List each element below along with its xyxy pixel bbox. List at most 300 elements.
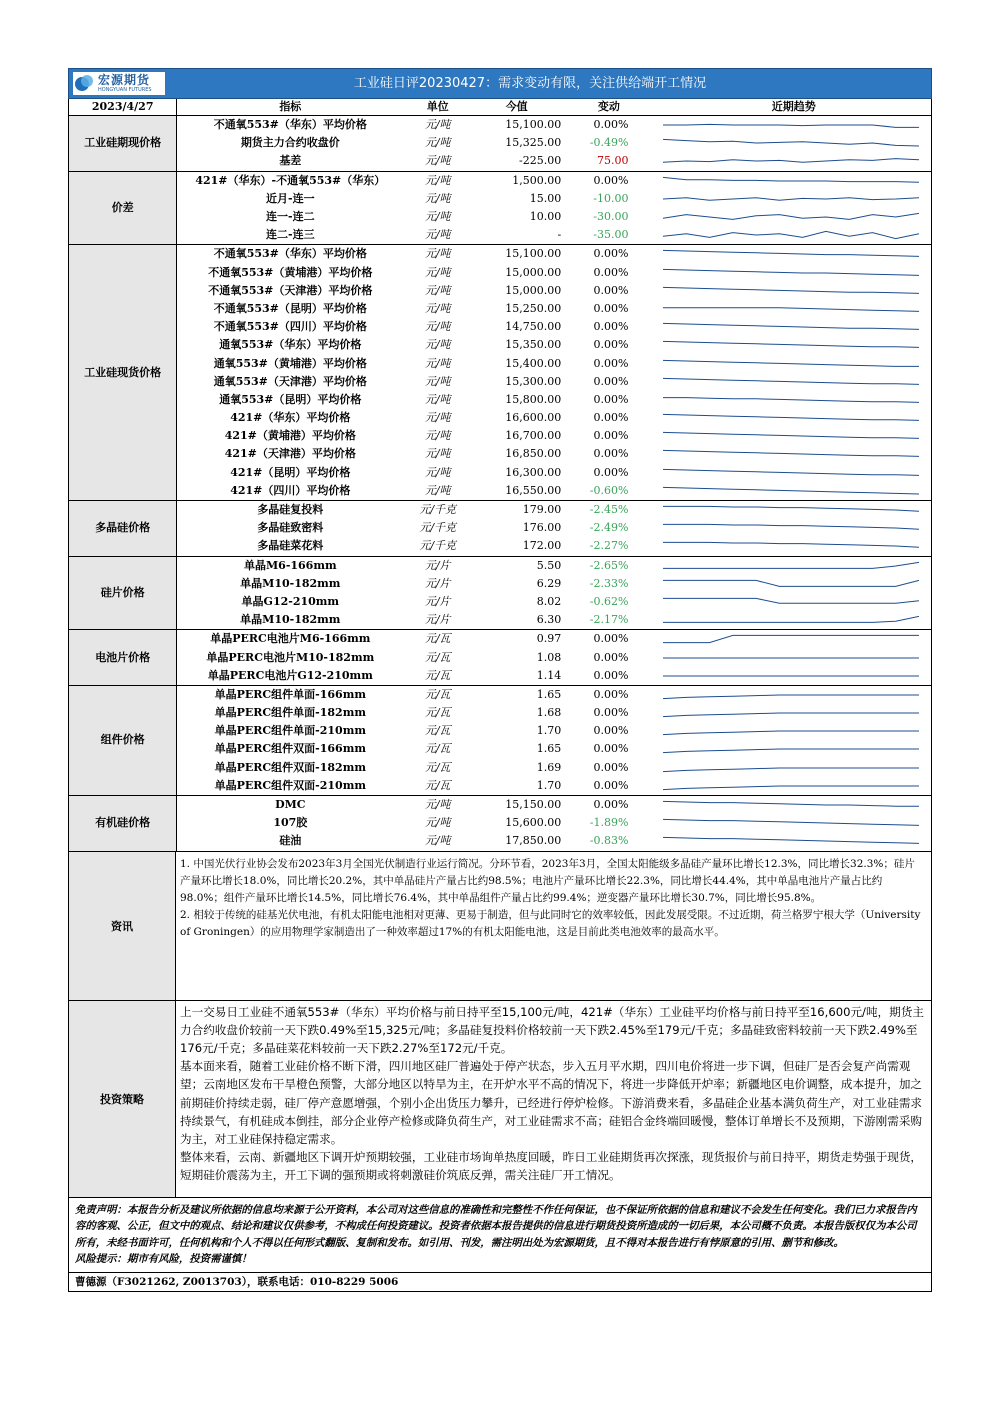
- indicator-name: 单晶PERC电池片M6-166mm: [177, 630, 403, 649]
- trend-cell: [656, 704, 931, 722]
- indicator-name: 单晶PERC电池片M10-182mm: [177, 648, 403, 666]
- logo-cn-text: 宏源期货: [98, 73, 151, 87]
- trend-cell: [656, 336, 931, 354]
- value-cell: 15,350.00: [505, 338, 562, 352]
- trend-sparkline: [662, 192, 920, 206]
- value-cell: 1.69: [536, 760, 562, 774]
- trend-cell: [656, 722, 931, 740]
- trend-cell: [656, 190, 931, 208]
- unit-cell: 元/吨: [424, 247, 451, 261]
- trend-sparkline: [662, 429, 920, 443]
- trend-sparkline: [662, 484, 920, 498]
- value-cell: 15.00: [529, 191, 562, 205]
- value-cell: 1.14: [472, 667, 561, 686]
- trend-sparkline: [662, 228, 920, 242]
- trend-cell: [656, 134, 931, 152]
- trend-line: [663, 801, 919, 806]
- change-cell: 0.00%: [561, 667, 656, 686]
- table-row: [69, 300, 932, 318]
- trend-cell: [656, 685, 931, 704]
- unit-cell: 元/吨: [424, 374, 451, 388]
- strategy-body: [176, 1001, 931, 1197]
- trend-cell: [656, 832, 931, 851]
- category-cell: 电池片价格: [69, 630, 177, 686]
- change-cell: -35.00: [561, 226, 656, 245]
- trend-cell: [656, 667, 931, 686]
- change-cell: 0.00%: [593, 687, 629, 701]
- value-cell: 1,500.00: [512, 173, 562, 187]
- trend-sparkline: [662, 595, 920, 609]
- trend-cell: [656, 373, 931, 391]
- table-row: [69, 519, 932, 537]
- unit-cell: 元/吨: [403, 482, 472, 501]
- trend-line: [663, 598, 919, 603]
- value-cell: 176.00: [522, 521, 562, 535]
- value-cell: 16,300.00: [505, 465, 562, 479]
- trend-sparkline: [662, 466, 920, 480]
- strategy-label: 投资策略: [69, 1001, 176, 1197]
- value-cell: 1.08: [536, 650, 562, 664]
- trend-line: [663, 768, 919, 772]
- category-cell: 价差: [69, 171, 177, 245]
- change-cell: 0.00%: [593, 465, 629, 479]
- trend-line: [663, 159, 919, 163]
- change-cell: -0.60%: [561, 482, 656, 501]
- trend-sparkline: [662, 118, 920, 132]
- value-cell: 1.70: [536, 724, 562, 738]
- value-cell: 1.68: [536, 706, 562, 720]
- unit-cell: 元/吨: [424, 816, 451, 830]
- value-cell: 16,850.00: [505, 447, 562, 461]
- unit-cell: 元/瓦: [424, 760, 451, 774]
- unit-cell: 元/片: [424, 594, 451, 608]
- unit-cell: 元/吨: [424, 265, 451, 279]
- trend-sparkline: [662, 816, 920, 830]
- value-cell: 6.30: [472, 611, 561, 630]
- trend-line: [663, 433, 919, 439]
- value-cell: 16,550.00: [472, 482, 561, 501]
- change-cell: -10.00: [593, 191, 629, 205]
- change-cell: 0.00%: [561, 777, 656, 796]
- change-cell: -2.33%: [589, 576, 629, 590]
- report-sheet: [68, 68, 932, 1292]
- value-cell: 172.00: [472, 537, 561, 556]
- trend-sparkline: [662, 284, 920, 298]
- value-cell: 8.02: [536, 594, 562, 608]
- unit-cell: 元/吨: [424, 465, 451, 479]
- trend-sparkline: [662, 559, 920, 573]
- indicator-name: 近月-连一: [177, 190, 403, 208]
- table-row: [69, 685, 932, 704]
- trend-sparkline: [662, 651, 920, 665]
- strategy-section: [68, 1001, 932, 1198]
- indicator-name: 421#（四川）平均价格: [177, 482, 403, 501]
- trend-cell: [656, 171, 931, 190]
- report-title: 工业硅日评20230427：需求变动有限，关注供给端开工情况: [353, 76, 707, 91]
- trend-line: [663, 580, 919, 586]
- col-value: 今值: [472, 99, 561, 116]
- trend-cell: [656, 814, 931, 832]
- change-cell: 0.00%: [593, 632, 629, 646]
- table-row: [69, 722, 932, 740]
- trend-cell: [656, 482, 931, 501]
- unit-cell: 元/吨: [424, 173, 451, 187]
- trend-cell: [656, 740, 931, 758]
- strategy-paragraph-2: 基本面来看，随着工业硅价格不断下滑，四川地区硅厂普遍处于停产状态，步入五月平水期，四川电价将进一步下调，但硅厂是否会复产尚需观望；云南地区发布干旱橙色预警，大部分地区以特旱为主，在开炉水平不高的情况下，将进一步降低开炉率；新疆地区电价调整，成本提升，加之前期硅价持续走弱，硅厂停产意愿增强，个别小企出货压力攀升，已经进行停炉检修。下游消费来看，多晶硅企业基本满负荷生产，对工业硅需求持续景气，有机硅成本倒挂，部分企业停产检修或降负荷生产，对工业硅需求不高；硅铝合金终端回暖慢，整体订单增长不及预期，下游刚需采购为主，对工业硅保持稳定需求。: [180, 1059, 923, 1146]
- value-cell: 15,100.00: [505, 118, 562, 132]
- table-row: [69, 759, 932, 777]
- trend-sparkline: [662, 320, 920, 334]
- trend-line: [663, 232, 919, 239]
- trend-cell: [656, 777, 931, 796]
- value-cell: 17,850.00: [472, 832, 561, 851]
- trend-sparkline: [662, 247, 920, 261]
- change-cell: 0.00%: [593, 320, 629, 334]
- unit-cell: 元/吨: [424, 320, 451, 334]
- trend-line: [663, 713, 919, 717]
- trend-line: [663, 838, 919, 844]
- table-row: [69, 318, 932, 336]
- value-cell: -: [472, 226, 561, 245]
- disclaimer: [68, 1198, 932, 1273]
- table-row: [69, 795, 932, 814]
- indicator-name: 不通氧553#（四川）平均价格: [177, 318, 403, 336]
- category-cell: 组件价格: [69, 685, 177, 795]
- indicator-name: 通氧553#（昆明）平均价格: [177, 391, 403, 409]
- trend-sparkline: [662, 375, 920, 389]
- value-cell: 15,150.00: [505, 798, 562, 812]
- table-row: [69, 391, 932, 409]
- trend-sparkline: [662, 669, 920, 683]
- category-cell: 工业硅期现价格: [69, 116, 177, 172]
- change-cell: 0.00%: [593, 411, 629, 425]
- indicator-name: 多晶硅菜花料: [177, 537, 403, 556]
- table-row: [69, 482, 932, 501]
- trend-cell: [656, 409, 931, 427]
- change-cell: -2.49%: [589, 521, 629, 535]
- change-cell: -1.89%: [589, 816, 629, 830]
- trend-line: [663, 124, 919, 127]
- change-cell: -2.27%: [561, 537, 656, 556]
- indicator-name: 单晶M10-182mm: [177, 611, 403, 630]
- indicator-name: 通氧553#（华东）平均价格: [177, 336, 403, 354]
- trend-line: [663, 198, 919, 200]
- indicator-name: 连二-连三: [177, 226, 403, 245]
- value-cell: 15,100.00: [505, 247, 562, 261]
- trend-cell: [656, 427, 931, 445]
- col-trend: 近期趋势: [656, 99, 931, 116]
- trend-sparkline: [662, 779, 920, 793]
- unit-cell: 元/片: [403, 611, 472, 630]
- trend-sparkline: [662, 266, 920, 280]
- change-cell: 0.00%: [593, 760, 629, 774]
- table-row: [69, 282, 932, 300]
- trend-line: [663, 308, 919, 312]
- change-cell: -0.49%: [589, 136, 629, 150]
- category-cell: 有机硅价格: [69, 795, 177, 851]
- change-cell: 75.00: [561, 152, 656, 171]
- table-row: [69, 427, 932, 445]
- strategy-paragraph-3: 整体来看，云南、新疆地区下调开炉预期较强，工业硅市场询单热度回暖，昨日工业硅期货再次探涨，现货报价与前日持平，期货走势强于现货，短期硅价震荡为主，开工下调的强预期或将刺激硅价筑底反弹，需关注硅厂开工情况。: [180, 1150, 923, 1183]
- value-cell: 6.29: [536, 576, 562, 590]
- trend-sparkline: [662, 688, 920, 702]
- trend-cell: [656, 264, 931, 282]
- indicator-name: 通氧553#（天津港）平均价格: [177, 373, 403, 391]
- trend-cell: [656, 152, 931, 171]
- trend-line: [663, 525, 919, 530]
- trend-line: [663, 251, 919, 257]
- change-cell: 0.00%: [593, 724, 629, 738]
- change-cell: 0.00%: [593, 247, 629, 261]
- trend-cell: [656, 519, 931, 537]
- unit-cell: 元/吨: [424, 356, 451, 370]
- trend-sparkline: [662, 706, 920, 720]
- change-cell: 0.00%: [593, 742, 629, 756]
- value-cell: 16,700.00: [505, 429, 562, 443]
- unit-cell: 元/片: [424, 576, 451, 590]
- col-unit: 单位: [403, 99, 472, 116]
- unit-cell: 元/瓦: [424, 706, 451, 720]
- trend-line: [663, 378, 919, 384]
- indicator-name: 单晶PERC组件双面-182mm: [177, 759, 403, 777]
- indicator-name: 不通氧553#（天津港）平均价格: [177, 282, 403, 300]
- value-cell: 15,000.00: [505, 265, 562, 279]
- trend-cell: [656, 648, 931, 666]
- value-cell: 179.00: [522, 503, 562, 517]
- value-cell: 10.00: [529, 210, 562, 224]
- trend-cell: [656, 226, 931, 245]
- risk-warning: 风险提示：期市有风险，投资需谨慎！: [75, 1253, 252, 1265]
- unit-cell: 元/瓦: [424, 632, 451, 646]
- trend-line: [663, 731, 919, 735]
- change-cell: -2.45%: [589, 503, 629, 517]
- table-row: [69, 593, 932, 611]
- company-logo: [73, 72, 165, 95]
- indicator-name: 单晶M6-166mm: [177, 556, 403, 575]
- price-table-body: [69, 116, 932, 852]
- info-section: [68, 852, 932, 1001]
- table-row: [69, 171, 932, 190]
- trend-sparkline: [662, 154, 920, 168]
- trend-cell: [656, 500, 931, 519]
- trend-cell: [656, 282, 931, 300]
- unit-cell: 元/吨: [424, 447, 451, 461]
- indicator-name: 单晶PERC电池片G12-210mm: [177, 667, 403, 686]
- trend-line: [663, 451, 919, 457]
- trend-sparkline: [662, 742, 920, 756]
- change-cell: -2.65%: [589, 558, 629, 572]
- trend-cell: [656, 537, 931, 556]
- change-cell: 0.00%: [593, 374, 629, 388]
- trend-line: [663, 398, 919, 403]
- indicator-name: 硅油: [177, 832, 403, 851]
- trend-cell: [656, 391, 931, 409]
- unit-cell: 元/吨: [424, 118, 451, 132]
- trend-cell: [656, 611, 931, 630]
- trend-sparkline: [662, 302, 920, 316]
- trend-sparkline: [662, 724, 920, 738]
- table-row: [69, 264, 932, 282]
- table-row: [69, 354, 932, 372]
- indicator-name: 多晶硅致密料: [177, 519, 403, 537]
- trend-cell: [656, 464, 931, 482]
- table-row: [69, 208, 932, 226]
- unit-cell: 元/瓦: [424, 687, 451, 701]
- indicator-name: 单晶PERC组件单面-182mm: [177, 704, 403, 722]
- table-row: [69, 575, 932, 593]
- logo-en-text: HONGYUAN FUTURES: [98, 87, 152, 93]
- table-row: [69, 226, 932, 245]
- value-cell: 15,325.00: [505, 136, 562, 150]
- trend-sparkline: [662, 136, 920, 150]
- value-cell: 15,300.00: [505, 374, 562, 388]
- change-cell: 0.00%: [593, 798, 629, 812]
- trend-cell: [656, 116, 931, 135]
- change-cell: 0.00%: [593, 650, 629, 664]
- trend-sparkline: [662, 539, 920, 553]
- trend-sparkline: [662, 411, 920, 425]
- trend-sparkline: [662, 521, 920, 535]
- indicator-name: 421#（黄埔港）平均价格: [177, 427, 403, 445]
- value-cell: -225.00: [472, 152, 561, 171]
- unit-cell: 元/瓦: [403, 667, 472, 686]
- table-row: [69, 611, 932, 630]
- change-cell: 0.00%: [593, 447, 629, 461]
- table-row: [69, 740, 932, 758]
- table-row: [69, 116, 932, 135]
- indicator-name: 不通氧553#（华东）平均价格: [177, 116, 403, 135]
- trend-sparkline: [662, 761, 920, 775]
- change-cell: 0.00%: [593, 283, 629, 297]
- value-cell: 15,600.00: [505, 816, 562, 830]
- table-row: [69, 777, 932, 796]
- trend-sparkline: [662, 798, 920, 812]
- value-cell: 5.50: [536, 558, 562, 572]
- table-row: [69, 556, 932, 575]
- table-row: [69, 814, 932, 832]
- unit-cell: 元/吨: [424, 301, 451, 315]
- col-change: 变动: [561, 99, 656, 116]
- price-table: [68, 99, 932, 852]
- change-cell: 0.00%: [593, 118, 629, 132]
- indicator-name: 不通氧553#（华东）平均价格: [177, 245, 403, 264]
- table-row: [69, 373, 932, 391]
- disclaimer-text: 免责声明：本报告分析及建议所依据的信息均来源于公开资料，本公司对这些信息的准确性和完整性不作任何保证，也不保证所依据的信息和建议不会发生任何变化。我们已力求报告内容的客观、公正，但文中的观点、结论和建议仅供参考，不构成任何投资建议。投资者依据本报告提供的信息进行期货投资所造成的一切后果，本公司概不负责。本报告版权仅为本公司所有，未经书面许可，任何机构和个人不得以任何形式翻版、复制和发布。如引用、刊发，需注明出处为宏源期货，且不得对本报告进行有悖原意的引用、删节和修改。: [75, 1203, 917, 1249]
- trend-sparkline: [662, 632, 920, 646]
- value-cell: 1.65: [536, 742, 562, 756]
- change-cell: 0.00%: [593, 392, 629, 406]
- trend-cell: [656, 556, 931, 575]
- trend-line: [663, 177, 919, 182]
- report-date: 2023/4/27: [69, 99, 177, 116]
- trend-line: [663, 360, 919, 366]
- indicator-name: 421#（华东）-不通氧553#（华东）: [177, 171, 403, 190]
- unit-cell: 元/瓦: [424, 650, 451, 664]
- value-cell: 15,800.00: [505, 392, 562, 406]
- indicator-name: 基差: [177, 152, 403, 171]
- trend-line: [663, 617, 919, 623]
- indicator-name: 单晶M10-182mm: [177, 575, 403, 593]
- change-cell: -0.83%: [561, 832, 656, 851]
- value-cell: 14,750.00: [505, 320, 562, 334]
- trend-line: [663, 695, 919, 699]
- change-cell: 0.00%: [593, 173, 629, 187]
- trend-sparkline: [662, 447, 920, 461]
- trend-sparkline: [662, 393, 920, 407]
- value-cell: 15,400.00: [505, 356, 562, 370]
- table-row: [69, 704, 932, 722]
- unit-cell: 元/吨: [424, 210, 451, 224]
- trend-cell: [656, 318, 931, 336]
- change-cell: 0.00%: [593, 338, 629, 352]
- unit-cell: 元/吨: [424, 283, 451, 297]
- indicator-name: 421#（昆明）平均价格: [177, 464, 403, 482]
- unit-cell: 元/吨: [424, 392, 451, 406]
- indicator-name: 107胶: [177, 814, 403, 832]
- info-paragraph-1: 1. 中国光伏行业协会发布2023年3月全国光伏制造行业运行简况。分环节看，2023年3月，全国太阳能级多晶硅产量环比增长12.3%，同比增长32.3%；硅片产量环比增长18.0%，同比增长20.2%，其中单晶硅片产量占比约98.5%；电池片产量环比增长22.3%，同比增长44.4%，其中单晶电池片产量占比约98.0%；组件产量环比增长14.5%，同比增长76.4%，其中单晶组件产量占比约99.4%；逆变器产量环比增长30.7%，同比增长95.8%。: [180, 857, 915, 904]
- indicator-name: 421#（华东）平均价格: [177, 409, 403, 427]
- trend-line: [663, 140, 919, 147]
- unit-cell: 元/吨: [424, 191, 451, 205]
- unit-cell: 元/瓦: [403, 777, 472, 796]
- trend-cell: [656, 245, 931, 264]
- change-cell: 0.00%: [593, 429, 629, 443]
- trend-sparkline: [662, 503, 920, 517]
- indicator-name: DMC: [177, 795, 403, 814]
- table-row: [69, 152, 932, 171]
- value-cell: 1.70: [472, 777, 561, 796]
- trend-line: [663, 269, 919, 275]
- trend-sparkline: [662, 834, 920, 848]
- change-cell: 0.00%: [593, 301, 629, 315]
- trend-line: [663, 487, 919, 494]
- unit-cell: 元/吨: [424, 338, 451, 352]
- trend-cell: [656, 208, 931, 226]
- trend-line: [663, 342, 919, 348]
- change-cell: 0.00%: [593, 706, 629, 720]
- category-cell: 硅片价格: [69, 556, 177, 630]
- trend-cell: [656, 300, 931, 318]
- trend-line: [663, 213, 919, 219]
- report-header: [68, 68, 932, 99]
- trend-cell: [656, 354, 931, 372]
- trend-cell: [656, 593, 931, 611]
- indicator-name: 不通氧553#（昆明）平均价格: [177, 300, 403, 318]
- col-indicator: 指标: [177, 99, 403, 116]
- trend-sparkline: [662, 357, 920, 371]
- trend-line: [663, 636, 919, 643]
- indicator-name: 单晶PERC组件双面-210mm: [177, 777, 403, 796]
- trend-sparkline: [662, 613, 920, 627]
- trend-cell: [656, 575, 931, 593]
- table-row: [69, 648, 932, 666]
- info-paragraph-2: 2. 相较于传统的硅基光伏电池，有机太阳能电池相对更薄、更易于制造，但与此同时它的效率较低，因此发展受限。不过近期，荷兰格罗宁根大学（University of Groningen）的应用物理学家制造出了一种效率超过17%的有机太阳能电池，这是目前此类电池效率的最高水平。: [180, 908, 921, 938]
- indicator-name: 421#（天津港）平均价格: [177, 445, 403, 463]
- trend-line: [663, 469, 919, 475]
- indicator-name: 单晶PERC组件单面-166mm: [177, 685, 403, 704]
- strategy-paragraph-1: 上一交易日工业硅不通氧553#（华东）平均价格与前日持平至15,100元/吨，421#（华东）工业硅平均价格与前日持平至16,600元/吨，期货主力合约收盘价较前一天下跌0.49%至15,325元/吨；多晶硅复投料价格较前一天下跌2.45%至179元/千克；多晶硅致密料较前一天下跌2.49%至176元/千克；多晶硅菜花料较前一天下跌2.27%至172元/千克。: [180, 1004, 924, 1055]
- trend-line: [663, 414, 919, 420]
- unit-cell: 元/吨: [424, 411, 451, 425]
- value-cell: 16,600.00: [505, 411, 562, 425]
- table-row: [69, 134, 932, 152]
- table-row: [69, 500, 932, 519]
- unit-cell: 元/瓦: [424, 724, 451, 738]
- indicator-name: 不通氧553#（黄埔港）平均价格: [177, 264, 403, 282]
- table-row: [69, 630, 932, 649]
- unit-cell: 元/吨: [403, 832, 472, 851]
- unit-cell: 元/瓦: [424, 742, 451, 756]
